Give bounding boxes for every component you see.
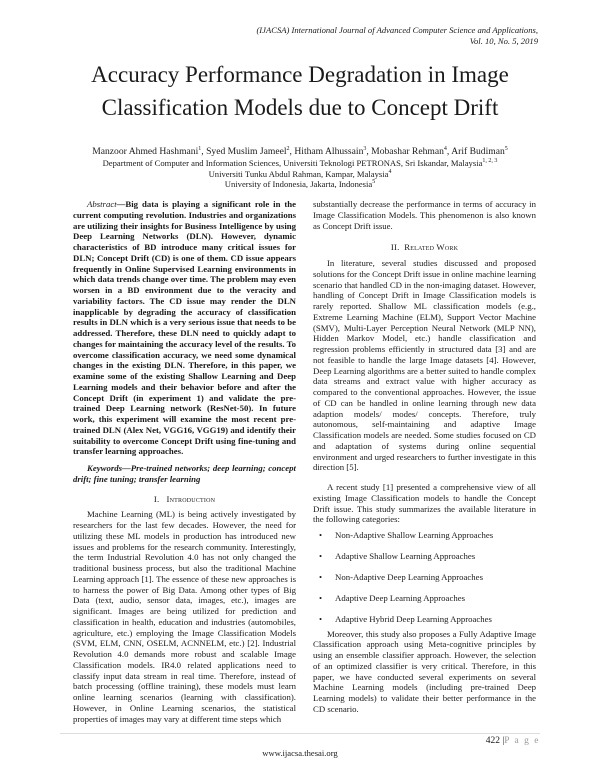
- section-title: Introduction: [166, 493, 216, 504]
- bullet-icon: •: [319, 571, 323, 582]
- paper-title: [0, 58, 600, 124]
- right-column: [313, 199, 536, 715]
- list-item-text: Non-Adaptive Deep Learning Approaches: [335, 571, 483, 582]
- author-sup: 3: [363, 146, 367, 152]
- keywords-label: Keywords: [87, 463, 122, 473]
- paragraph: In literature, several studies discussed and proposed solutions for the Concept Drift issue in online machine learning scenario that handled CD in the non-imaging dataset. However, handling of Concept Drift in Image Classification models is rarely reported. Shallow ML classification models (e.g., Extreme Learning Machine (ELM), Support Vector Machine (SMV), Multi-Layer Perception Neural Network (MLP NN), Hidden Markov Model, etc.) handle classification and regression problems efficiently in structured data [3] and are not feasible to handle the large Image datasets [4]. However, Deep Learning algorithms are a better suited to handle complex data streams and extract value with higher accuracy as compared to the conventional approaches. However, the issue of CD can be handled in online learning through new data adaption models/ modes/ concepts. Therefore, truly autonomous, self-maintaining and adaptive Image Classification models are needed. Some studies focused on CD and adaptation of systems during online sequential environment and urged researchers to further investigate in this direction [5].: [313, 258, 536, 473]
- bullet-icon: •: [319, 592, 323, 603]
- title-line-1: Accuracy Performance Degradation in Image: [91, 62, 509, 87]
- bullet-icon: •: [319, 613, 323, 624]
- affiliation-text: Department of Computer and Information Sciences, Universiti Teknologi PETRONAS, Sri Iskandar, Malaysia: [102, 158, 483, 168]
- affiliation: [0, 169, 600, 179]
- author: Arif Budiman: [451, 146, 505, 157]
- author: Hitham Alhussain: [294, 146, 364, 157]
- section-title: Related Work: [404, 242, 459, 253]
- paragraph: A recent study [1] presented a comprehensive view of all existing Image Classification models to handle the Concept Drift issue. This study summarizes the available literature in the following categories:: [313, 482, 536, 525]
- paragraph: Moreover, this study also proposes a Fully Adaptive Image Classification approach using Meta-cognitive principles by using an ensemble classifier approach. However, the selection of an optimized classifier is very critical. Therefore, in this paper, we have conducted several experiments on several Machine Learning models (including pre-trained Deep Learning models) to validate their better performance in the CD scenario.: [313, 628, 536, 714]
- list-item-text: Adaptive Hybrid Deep Learning Approaches: [335, 613, 492, 624]
- list-item-text: Non-Adaptive Shallow Learning Approaches: [335, 530, 494, 540]
- section-number: I.: [153, 493, 160, 504]
- list-item: [319, 550, 536, 562]
- list-item: [319, 571, 536, 583]
- paragraph: Machine Learning (ML) is being actively investigated by researchers for the last few decades. However, the need for utilizing these ML models in production has introduced new issues and problems for the research community. Interestingly, the term Industrial Revolution 4.0 has not only changed the traditional business process, but also the traditional Machine Learning approach [1]. The essence of these new approaches is to harness the power of Big Data. Among other types of Big Data (text, audio, sensor data, images, etc.), images are significant. Images are being utilized for prediction and classification in health, education and industries (automobiles, agriculture, etc.) employing the Image Classification Models (SVM, ELM, CNN, OSELM, ACNNELM, etc.) [2]. Industrial Revolution 4.0 demands more robust and scalable Image Classification models. IR4.0 related applications need to classify input data stream in real time. Therefore, instead of batch processing (offline training), these models must learn online learning scenarios (learning with classification). However, in Online Learning scenarios, the statistical properties of images may vary at different time steps which: [73, 509, 296, 724]
- list-item: [319, 592, 536, 604]
- abstract-dash: —: [116, 199, 126, 209]
- list-item: [319, 530, 536, 541]
- bullet-icon: •: [319, 550, 323, 561]
- journal-name: (IJACSA) International Journal of Advanced Computer Science and Applications,: [256, 25, 538, 35]
- author: Syed Muslim Jameel: [206, 146, 287, 157]
- page-number-value: 422: [485, 736, 500, 746]
- author: Manzoor Ahmed Hashmani: [92, 146, 199, 157]
- keywords-text: Pre-trained networks; deep learning; concept drift; fine tuning; transfer learning: [73, 463, 296, 484]
- author-list: Manzoor Ahmed Hashmani$^1$, Syed Muslim Jameel$^2$, Hitham Alhussain$^3$, Mobashar Rehman$^4$, Arif Budiman$^5$: [92, 146, 508, 157]
- category-list: [313, 530, 536, 625]
- list-item: [319, 613, 536, 625]
- section-heading-related-work: [313, 242, 536, 253]
- abstract-text: Big data is playing a significant role in the current computing revolution. Industries and organizations are utilizing their insights for Business Intelligence by using Deep Learning Networks (DLN). However, dynamic characteristics of BD introduce many critical issues for DLN; Concept Drift (CD) is one of them. CD issue appears frequently in Online Supervised Learning environments in which data trends change over time. The problem may even worsen in a BD environment due to the veracity and variability factors. The CD issue may render the DLN inapplicable by degrading the accuracy of classification results in DLN which is a very serious issue that needs to be addressed. Therefore, these DLN need to quickly adapt to changes for maintaining the accuracy level of the results. To overcome classification accuracy, we need some dynamical changes in the existing DLN. Therefore, in this paper, we examine some of the existing Shallow Learning and Deep Learning models and their behavior before and after the Concept Drift (in experiment 1) and validate the pre-trained Deep Learning network (ResNet-50). In future work, this experiment will examine the most recent pre-trained DLN (Alex Net, VGG16, VGG19) and identify their suitability to overcome Concept Drift using fine-tuning and transfer learning approaches.: [73, 199, 296, 457]
- abstract-label: Abstract: [87, 199, 117, 209]
- author-sup: 5: [504, 146, 508, 152]
- author: Mobashar Rehman: [371, 146, 444, 157]
- abstract: [73, 199, 296, 457]
- page-number: [486, 736, 540, 746]
- affiliation-sup: 5: [372, 179, 376, 185]
- list-item-text: Adaptive Shallow Learning Approaches: [335, 550, 476, 561]
- page-separator: |: [502, 736, 505, 746]
- footer-divider: [60, 733, 540, 734]
- keywords: [73, 463, 296, 485]
- affiliation-sup: 4: [388, 168, 392, 175]
- left-column: [73, 199, 296, 724]
- affiliation: [0, 179, 600, 189]
- journal-volume: Vol. 10, No. 5, 2019: [469, 35, 538, 46]
- footer-website: www.ijacsa.thesai.org: [262, 748, 338, 758]
- title-line-2: Classification Models due to Concept Drift: [101, 95, 499, 120]
- section-heading-introduction: [73, 494, 296, 505]
- bullet-icon: •: [319, 530, 323, 540]
- affiliation: [0, 158, 600, 168]
- list-item-text: Adaptive Deep Learning Approaches: [335, 592, 465, 603]
- keywords-dash: —: [122, 463, 131, 473]
- author-sup: 2: [286, 146, 290, 152]
- author-sup: 1: [198, 146, 202, 152]
- page-label: P a g e: [504, 736, 540, 746]
- affiliation-text: Universiti Tunku Abdul Rahman, Kampar, Malaysia: [208, 168, 389, 179]
- author-sup: 4: [443, 146, 447, 152]
- affiliation-text: University of Indonesia, Jakarta, Indonesia: [224, 179, 373, 189]
- section-number: II.: [390, 242, 400, 253]
- affiliation-sup: 1, 2, 3: [482, 158, 498, 164]
- running-header: [256, 25, 538, 46]
- paragraph: substantially decrease the performance in terms of accuracy in Image Classification Models. This phenomenon is also known as Concept Drift issue.: [313, 199, 536, 231]
